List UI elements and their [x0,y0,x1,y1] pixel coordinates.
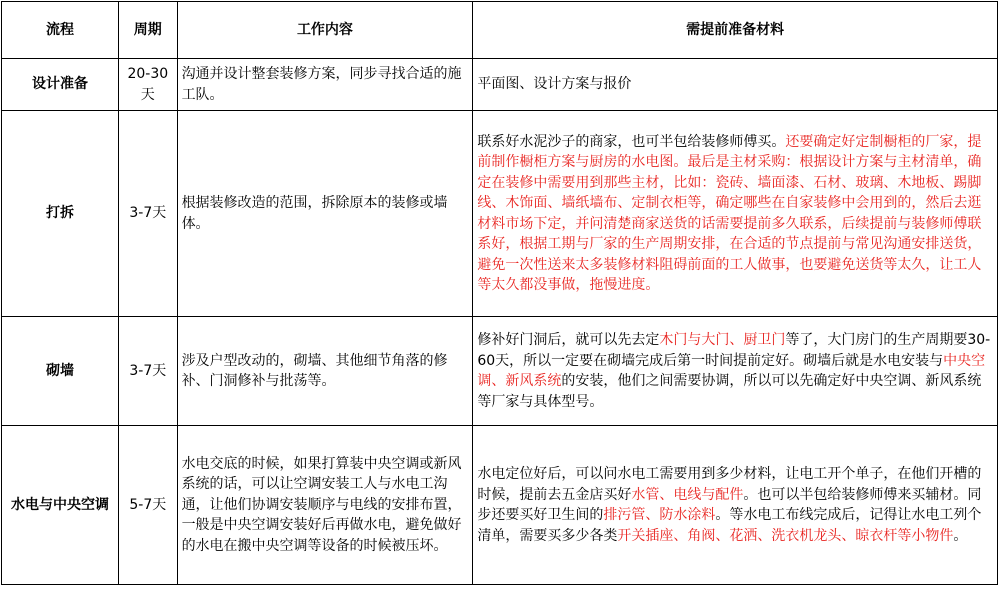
work-cell: 水电交底的时候，如果打算装中央空调或新风系统的话，可以让空调安装工人与水电工沟通，让他们协调安装顺序与电线的安排布置，一般是中央空调安装好后再做水电，避免做好的水电在搬中央空调等设备的时候被压坏。 [177,426,473,585]
stage-cell: 设计准备 [2,59,119,111]
work-cell: 根据装修改造的范围，拆除原本的装修或墙体。 [177,111,473,317]
header-row [2,2,998,59]
header-work: 工作内容 [177,2,473,59]
materials-text: 联系好水泥沙子的商家，也可半包给装修师傅买。 [477,133,786,150]
header-stage: 流程 [2,2,119,59]
highlighted-text: 还要确定好定制橱柜的厂家，提前制作橱柜方案与厨房的水电图。最后是主材采购：根据设计方案与主材清单，确定在装修中需要用到那些主材，比如：瓷砖、墙面漆、石材、玻璃、木地板、踢脚线、木饰面、墙纸墙布、定制衣柜等，确定哪些在自家装修中会用到的，然后去逛材料市场下定，并问清楚商家送货的话需要提前多久联系，后续提前与装修师傅联系好，根据工期与厂家的生产周期安排，在合适的节点提前与常见沟通安排送货，避免一次性送来太多装修材料阻碍前面的工人做事，也要避免送货等太久，让工人等太久都没事做，拖慢进度。 [477,133,982,293]
period-cell: 5-7天 [119,426,178,585]
highlighted-text: 水管、电线与配件 [631,486,744,503]
highlighted-text: 中央空调、新风系统 [477,352,986,389]
table-row [2,111,998,317]
materials-text: 。 [953,527,968,544]
materials-cell [473,59,998,111]
work-cell: 沟通并设计整套装修方案，同步寻找合适的施工队。 [177,59,473,111]
highlighted-text: 开关插座、角阀、花洒、洗衣机龙头、晾衣杆等小物件 [617,527,954,544]
materials-text: 修补好门洞后，就可以先去定 [477,332,660,348]
materials-text: 。等水电工布线完成后，记得让水电工列个清单，需要买多少各类 [477,507,982,544]
materials-text: 水电定位好后，可以问水电工需要用到多少材料，让电工开个单子，在他们开槽的时候，提前去五金店买好 [477,466,982,503]
header-period: 周期 [119,2,178,59]
period-cell: 20-30天 [119,59,178,111]
stage-cell: 砌墙 [2,317,119,426]
period-cell: 3-7天 [119,111,178,317]
materials-cell [473,111,998,317]
table-row [2,317,998,426]
materials-cell [473,426,998,585]
materials-text: 平面图、设计方案与报价 [477,76,632,93]
highlighted-text: 排污管、防水涂料 [603,507,716,523]
stage-cell: 水电与中央空调 [2,426,119,585]
stage-cell: 打拆 [2,111,119,317]
table-row [2,426,998,585]
highlighted-text: 木门与大门、厨卫门 [659,332,786,348]
materials-text: 。也可以半包给装修师傅来买辅材。同步还要买好卫生间的 [477,486,982,523]
materials-text: 等了，大门房门的生产周期要30-60天，所以一定要在砌墙完成后第一时间提前定好。砌墙后就是水电安装与 [477,332,991,369]
materials-text: 的安装，他们之间需要协调，所以可以先确定好中央空调、新风系统等厂家与具体型号。 [477,373,982,410]
table-row [2,59,998,111]
renovation-schedule-table [1,1,998,585]
period-cell: 3-7天 [119,317,178,426]
materials-cell [473,317,998,426]
header-materials: 需提前准备材料 [473,2,998,59]
work-cell: 涉及户型改动的，砌墙、其他细节角落的修补、门洞修补与批荡等。 [177,317,473,426]
